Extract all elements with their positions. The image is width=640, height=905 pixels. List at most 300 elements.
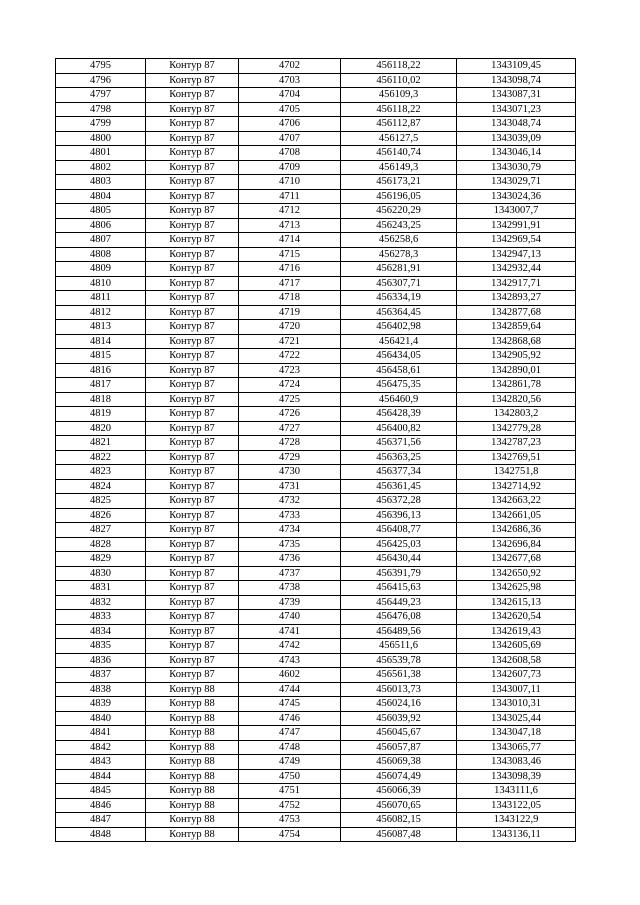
row-number-cell: 4818 (56, 392, 146, 407)
contour-name-cell: Контур 87 (146, 291, 239, 306)
contour-name-cell: Контур 87 (146, 407, 239, 422)
y-coordinate-cell: 1342619,43 (457, 624, 576, 639)
point-number-cell: 4723 (239, 363, 341, 378)
point-number-cell: 4707 (239, 131, 341, 146)
row-number-cell: 4834 (56, 624, 146, 639)
row-number-cell: 4817 (56, 378, 146, 393)
table-row (56, 175, 576, 190)
point-number-cell: 4730 (239, 465, 341, 480)
row-number-cell: 4842 (56, 740, 146, 755)
table-row (56, 262, 576, 277)
contour-name-cell: Контур 87 (146, 363, 239, 378)
point-number-cell: 4751 (239, 784, 341, 799)
table-row (56, 798, 576, 813)
contour-name-cell: Контур 87 (146, 465, 239, 480)
point-number-cell: 4717 (239, 276, 341, 291)
point-number-cell: 4714 (239, 233, 341, 248)
row-number-cell: 4796 (56, 73, 146, 88)
row-number-cell: 4829 (56, 552, 146, 567)
row-number-cell: 4799 (56, 117, 146, 132)
point-number-cell: 4748 (239, 740, 341, 755)
contour-name-cell: Контур 87 (146, 653, 239, 668)
x-coordinate-cell: 456449,23 (341, 595, 457, 610)
x-coordinate-cell: 456430,44 (341, 552, 457, 567)
y-coordinate-cell: 1343109,45 (457, 59, 576, 74)
row-number-cell: 4847 (56, 813, 146, 828)
point-number-cell: 4722 (239, 349, 341, 364)
contour-name-cell: Контур 87 (146, 189, 239, 204)
table-row (56, 552, 576, 567)
point-number-cell: 4747 (239, 726, 341, 741)
point-number-cell: 4702 (239, 59, 341, 74)
y-coordinate-cell: 1342677,68 (457, 552, 576, 567)
table-row (56, 639, 576, 654)
table-row (56, 595, 576, 610)
row-number-cell: 4813 (56, 320, 146, 335)
x-coordinate-cell: 456511,6 (341, 639, 457, 654)
table-row (56, 479, 576, 494)
y-coordinate-cell: 1342861,78 (457, 378, 576, 393)
table-row (56, 102, 576, 117)
y-coordinate-cell: 1342696,84 (457, 537, 576, 552)
coordinates-table (55, 58, 576, 842)
contour-name-cell: Контур 87 (146, 247, 239, 262)
y-coordinate-cell: 1342686,36 (457, 523, 576, 538)
x-coordinate-cell: 456434,05 (341, 349, 457, 364)
point-number-cell: 4729 (239, 450, 341, 465)
contour-name-cell: Контур 87 (146, 233, 239, 248)
x-coordinate-cell: 456024,16 (341, 697, 457, 712)
row-number-cell: 4815 (56, 349, 146, 364)
point-number-cell: 4740 (239, 610, 341, 625)
table-row (56, 682, 576, 697)
contour-name-cell: Контур 88 (146, 798, 239, 813)
table-row (56, 610, 576, 625)
x-coordinate-cell: 456460,9 (341, 392, 457, 407)
contour-name-cell: Контур 87 (146, 102, 239, 117)
point-number-cell: 4703 (239, 73, 341, 88)
contour-name-cell: Контур 88 (146, 726, 239, 741)
row-number-cell: 4821 (56, 436, 146, 451)
contour-name-cell: Контур 87 (146, 494, 239, 509)
x-coordinate-cell: 456372,28 (341, 494, 457, 509)
x-coordinate-cell: 456539,78 (341, 653, 457, 668)
table-row (56, 537, 576, 552)
contour-name-cell: Контур 87 (146, 450, 239, 465)
x-coordinate-cell: 456458,61 (341, 363, 457, 378)
y-coordinate-cell: 1342947,13 (457, 247, 576, 262)
x-coordinate-cell: 456364,45 (341, 305, 457, 320)
contour-name-cell: Контур 87 (146, 668, 239, 683)
row-number-cell: 4838 (56, 682, 146, 697)
y-coordinate-cell: 1342893,27 (457, 291, 576, 306)
y-coordinate-cell: 1343046,14 (457, 146, 576, 161)
row-number-cell: 4798 (56, 102, 146, 117)
row-number-cell: 4831 (56, 581, 146, 596)
table-row (56, 711, 576, 726)
table-row (56, 813, 576, 828)
y-coordinate-cell: 1343111,6 (457, 784, 576, 799)
x-coordinate-cell: 456057,87 (341, 740, 457, 755)
point-number-cell: 4721 (239, 334, 341, 349)
row-number-cell: 4845 (56, 784, 146, 799)
point-number-cell: 4726 (239, 407, 341, 422)
contour-name-cell: Контур 87 (146, 508, 239, 523)
table-row (56, 291, 576, 306)
y-coordinate-cell: 1342605,69 (457, 639, 576, 654)
x-coordinate-cell: 456118,22 (341, 59, 457, 74)
table-row (56, 624, 576, 639)
contour-name-cell: Контур 87 (146, 610, 239, 625)
row-number-cell: 4797 (56, 88, 146, 103)
point-number-cell: 4712 (239, 204, 341, 219)
x-coordinate-cell: 456039,92 (341, 711, 457, 726)
y-coordinate-cell: 1343098,39 (457, 769, 576, 784)
x-coordinate-cell: 456149,3 (341, 160, 457, 175)
row-number-cell: 4809 (56, 262, 146, 277)
table-row (56, 320, 576, 335)
y-coordinate-cell: 1342615,13 (457, 595, 576, 610)
point-number-cell: 4741 (239, 624, 341, 639)
x-coordinate-cell: 456489,56 (341, 624, 457, 639)
x-coordinate-cell: 456361,45 (341, 479, 457, 494)
row-number-cell: 4837 (56, 668, 146, 683)
contour-name-cell: Контур 87 (146, 581, 239, 596)
contour-name-cell: Контур 87 (146, 305, 239, 320)
point-number-cell: 4743 (239, 653, 341, 668)
point-number-cell: 4725 (239, 392, 341, 407)
table-row (56, 349, 576, 364)
contour-name-cell: Контур 88 (146, 682, 239, 697)
row-number-cell: 4795 (56, 59, 146, 74)
contour-name-cell: Контур 87 (146, 349, 239, 364)
point-number-cell: 4736 (239, 552, 341, 567)
y-coordinate-cell: 1343047,18 (457, 726, 576, 741)
x-coordinate-cell: 456561,38 (341, 668, 457, 683)
row-number-cell: 4840 (56, 711, 146, 726)
row-number-cell: 4843 (56, 755, 146, 770)
y-coordinate-cell: 1342868,68 (457, 334, 576, 349)
x-coordinate-cell: 456173,21 (341, 175, 457, 190)
table-row (56, 508, 576, 523)
y-coordinate-cell: 1343010,31 (457, 697, 576, 712)
contour-name-cell: Контур 87 (146, 218, 239, 233)
contour-name-cell: Контур 87 (146, 334, 239, 349)
table-row (56, 233, 576, 248)
y-coordinate-cell: 1342607,73 (457, 668, 576, 683)
row-number-cell: 4830 (56, 566, 146, 581)
y-coordinate-cell: 1342905,92 (457, 349, 576, 364)
contour-name-cell: Контур 87 (146, 262, 239, 277)
x-coordinate-cell: 456408,77 (341, 523, 457, 538)
contour-name-cell: Контур 87 (146, 378, 239, 393)
x-coordinate-cell: 456415,63 (341, 581, 457, 596)
x-coordinate-cell: 456087,48 (341, 827, 457, 842)
table-body (56, 59, 576, 842)
x-coordinate-cell: 456475,35 (341, 378, 457, 393)
y-coordinate-cell: 1342991,91 (457, 218, 576, 233)
x-coordinate-cell: 456243,25 (341, 218, 457, 233)
table-row (56, 334, 576, 349)
table-row (56, 581, 576, 596)
row-number-cell: 4835 (56, 639, 146, 654)
y-coordinate-cell: 1343083,46 (457, 755, 576, 770)
x-coordinate-cell: 456391,79 (341, 566, 457, 581)
point-number-cell: 4738 (239, 581, 341, 596)
y-coordinate-cell: 1343029,71 (457, 175, 576, 190)
point-number-cell: 4711 (239, 189, 341, 204)
y-coordinate-cell: 1342620,54 (457, 610, 576, 625)
contour-name-cell: Контур 88 (146, 784, 239, 799)
row-number-cell: 4848 (56, 827, 146, 842)
contour-name-cell: Контур 87 (146, 639, 239, 654)
y-coordinate-cell: 1343007,11 (457, 682, 576, 697)
row-number-cell: 4808 (56, 247, 146, 262)
x-coordinate-cell: 456258,6 (341, 233, 457, 248)
table-row (56, 421, 576, 436)
point-number-cell: 4745 (239, 697, 341, 712)
table-row (56, 247, 576, 262)
table-row (56, 117, 576, 132)
y-coordinate-cell: 1342779,28 (457, 421, 576, 436)
x-coordinate-cell: 456396,13 (341, 508, 457, 523)
point-number-cell: 4706 (239, 117, 341, 132)
table-row (56, 494, 576, 509)
point-number-cell: 4705 (239, 102, 341, 117)
contour-name-cell: Контур 87 (146, 204, 239, 219)
row-number-cell: 4833 (56, 610, 146, 625)
row-number-cell: 4801 (56, 146, 146, 161)
row-number-cell: 4802 (56, 160, 146, 175)
point-number-cell: 4750 (239, 769, 341, 784)
point-number-cell: 4720 (239, 320, 341, 335)
point-number-cell: 4727 (239, 421, 341, 436)
point-number-cell: 4718 (239, 291, 341, 306)
y-coordinate-cell: 1343087,31 (457, 88, 576, 103)
point-number-cell: 4719 (239, 305, 341, 320)
x-coordinate-cell: 456110,02 (341, 73, 457, 88)
contour-name-cell: Контур 88 (146, 697, 239, 712)
y-coordinate-cell: 1342751,8 (457, 465, 576, 480)
table-row (56, 769, 576, 784)
row-number-cell: 4810 (56, 276, 146, 291)
point-number-cell: 4728 (239, 436, 341, 451)
y-coordinate-cell: 1342859,64 (457, 320, 576, 335)
contour-name-cell: Контур 88 (146, 813, 239, 828)
contour-name-cell: Контур 88 (146, 755, 239, 770)
row-number-cell: 4828 (56, 537, 146, 552)
table-row (56, 305, 576, 320)
table-row (56, 827, 576, 842)
table-row (56, 160, 576, 175)
contour-name-cell: Контур 87 (146, 175, 239, 190)
x-coordinate-cell: 456069,38 (341, 755, 457, 770)
contour-name-cell: Контур 88 (146, 711, 239, 726)
point-number-cell: 4749 (239, 755, 341, 770)
table-row (56, 392, 576, 407)
y-coordinate-cell: 1342917,71 (457, 276, 576, 291)
y-coordinate-cell: 1343007,7 (457, 204, 576, 219)
point-number-cell: 4713 (239, 218, 341, 233)
table-row (56, 363, 576, 378)
y-coordinate-cell: 1342714,92 (457, 479, 576, 494)
table-row (56, 436, 576, 451)
contour-name-cell: Контур 87 (146, 320, 239, 335)
table-row (56, 73, 576, 88)
table-row (56, 726, 576, 741)
y-coordinate-cell: 1343048,74 (457, 117, 576, 132)
row-number-cell: 4846 (56, 798, 146, 813)
contour-name-cell: Контур 87 (146, 59, 239, 74)
table-row (56, 59, 576, 74)
point-number-cell: 4724 (239, 378, 341, 393)
y-coordinate-cell: 1342787,23 (457, 436, 576, 451)
x-coordinate-cell: 456140,74 (341, 146, 457, 161)
table-row (56, 88, 576, 103)
table-row (56, 407, 576, 422)
contour-name-cell: Контур 87 (146, 117, 239, 132)
y-coordinate-cell: 1343039,09 (457, 131, 576, 146)
y-coordinate-cell: 1342969,54 (457, 233, 576, 248)
x-coordinate-cell: 456363,25 (341, 450, 457, 465)
y-coordinate-cell: 1342625,98 (457, 581, 576, 596)
table-row (56, 218, 576, 233)
y-coordinate-cell: 1342661,05 (457, 508, 576, 523)
point-number-cell: 4734 (239, 523, 341, 538)
table-row (56, 378, 576, 393)
row-number-cell: 4841 (56, 726, 146, 741)
x-coordinate-cell: 456045,67 (341, 726, 457, 741)
contour-name-cell: Контур 87 (146, 88, 239, 103)
x-coordinate-cell: 456307,71 (341, 276, 457, 291)
x-coordinate-cell: 456013,73 (341, 682, 457, 697)
x-coordinate-cell: 456278,3 (341, 247, 457, 262)
contour-name-cell: Контур 87 (146, 566, 239, 581)
contour-name-cell: Контур 87 (146, 146, 239, 161)
x-coordinate-cell: 456109,3 (341, 88, 457, 103)
point-number-cell: 4733 (239, 508, 341, 523)
contour-name-cell: Контур 87 (146, 624, 239, 639)
table-row (56, 523, 576, 538)
x-coordinate-cell: 456127,5 (341, 131, 457, 146)
point-number-cell: 4716 (239, 262, 341, 277)
row-number-cell: 4812 (56, 305, 146, 320)
y-coordinate-cell: 1342877,68 (457, 305, 576, 320)
contour-name-cell: Контур 87 (146, 392, 239, 407)
point-number-cell: 4602 (239, 668, 341, 683)
point-number-cell: 4737 (239, 566, 341, 581)
row-number-cell: 4823 (56, 465, 146, 480)
y-coordinate-cell: 1342608,58 (457, 653, 576, 668)
row-number-cell: 4822 (56, 450, 146, 465)
x-coordinate-cell: 456281,91 (341, 262, 457, 277)
contour-name-cell: Контур 87 (146, 595, 239, 610)
y-coordinate-cell: 1342932,44 (457, 262, 576, 277)
point-number-cell: 4753 (239, 813, 341, 828)
table-row (56, 740, 576, 755)
contour-name-cell: Контур 87 (146, 131, 239, 146)
x-coordinate-cell: 456421,4 (341, 334, 457, 349)
contour-name-cell: Контур 87 (146, 436, 239, 451)
row-number-cell: 4826 (56, 508, 146, 523)
y-coordinate-cell: 1342650,92 (457, 566, 576, 581)
x-coordinate-cell: 456118,22 (341, 102, 457, 117)
contour-name-cell: Контур 87 (146, 523, 239, 538)
y-coordinate-cell: 1342890,01 (457, 363, 576, 378)
contour-name-cell: Контур 87 (146, 421, 239, 436)
row-number-cell: 4832 (56, 595, 146, 610)
table-row (56, 204, 576, 219)
point-number-cell: 4739 (239, 595, 341, 610)
y-coordinate-cell: 1342663,22 (457, 494, 576, 509)
y-coordinate-cell: 1343071,23 (457, 102, 576, 117)
table-row (56, 276, 576, 291)
row-number-cell: 4806 (56, 218, 146, 233)
y-coordinate-cell: 1343030,79 (457, 160, 576, 175)
row-number-cell: 4814 (56, 334, 146, 349)
row-number-cell: 4804 (56, 189, 146, 204)
y-coordinate-cell: 1343136,11 (457, 827, 576, 842)
y-coordinate-cell: 1343025,44 (457, 711, 576, 726)
contour-name-cell: Контур 88 (146, 827, 239, 842)
x-coordinate-cell: 456082,15 (341, 813, 457, 828)
point-number-cell: 4710 (239, 175, 341, 190)
row-number-cell: 4836 (56, 653, 146, 668)
contour-name-cell: Контур 87 (146, 537, 239, 552)
row-number-cell: 4800 (56, 131, 146, 146)
table-row (56, 697, 576, 712)
y-coordinate-cell: 1343098,74 (457, 73, 576, 88)
table-row (56, 755, 576, 770)
point-number-cell: 4708 (239, 146, 341, 161)
x-coordinate-cell: 456476,08 (341, 610, 457, 625)
point-number-cell: 4744 (239, 682, 341, 697)
y-coordinate-cell: 1342769,51 (457, 450, 576, 465)
row-number-cell: 4805 (56, 204, 146, 219)
table-row (56, 131, 576, 146)
row-number-cell: 4825 (56, 494, 146, 509)
point-number-cell: 4752 (239, 798, 341, 813)
row-number-cell: 4844 (56, 769, 146, 784)
y-coordinate-cell: 1342803,2 (457, 407, 576, 422)
table-row (56, 653, 576, 668)
point-number-cell: 4731 (239, 479, 341, 494)
point-number-cell: 4704 (239, 88, 341, 103)
contour-name-cell: Контур 88 (146, 740, 239, 755)
contour-name-cell: Контур 87 (146, 276, 239, 291)
table-row (56, 189, 576, 204)
point-number-cell: 4754 (239, 827, 341, 842)
y-coordinate-cell: 1342820,56 (457, 392, 576, 407)
row-number-cell: 4811 (56, 291, 146, 306)
y-coordinate-cell: 1343122,9 (457, 813, 576, 828)
table-row (56, 784, 576, 799)
x-coordinate-cell: 456402,98 (341, 320, 457, 335)
x-coordinate-cell: 456074,49 (341, 769, 457, 784)
row-number-cell: 4816 (56, 363, 146, 378)
table-row (56, 465, 576, 480)
y-coordinate-cell: 1343024,36 (457, 189, 576, 204)
contour-name-cell: Контур 87 (146, 552, 239, 567)
point-number-cell: 4735 (239, 537, 341, 552)
row-number-cell: 4824 (56, 479, 146, 494)
x-coordinate-cell: 456196,05 (341, 189, 457, 204)
point-number-cell: 4746 (239, 711, 341, 726)
contour-name-cell: Контур 88 (146, 769, 239, 784)
point-number-cell: 4709 (239, 160, 341, 175)
x-coordinate-cell: 456428,39 (341, 407, 457, 422)
x-coordinate-cell: 456371,56 (341, 436, 457, 451)
